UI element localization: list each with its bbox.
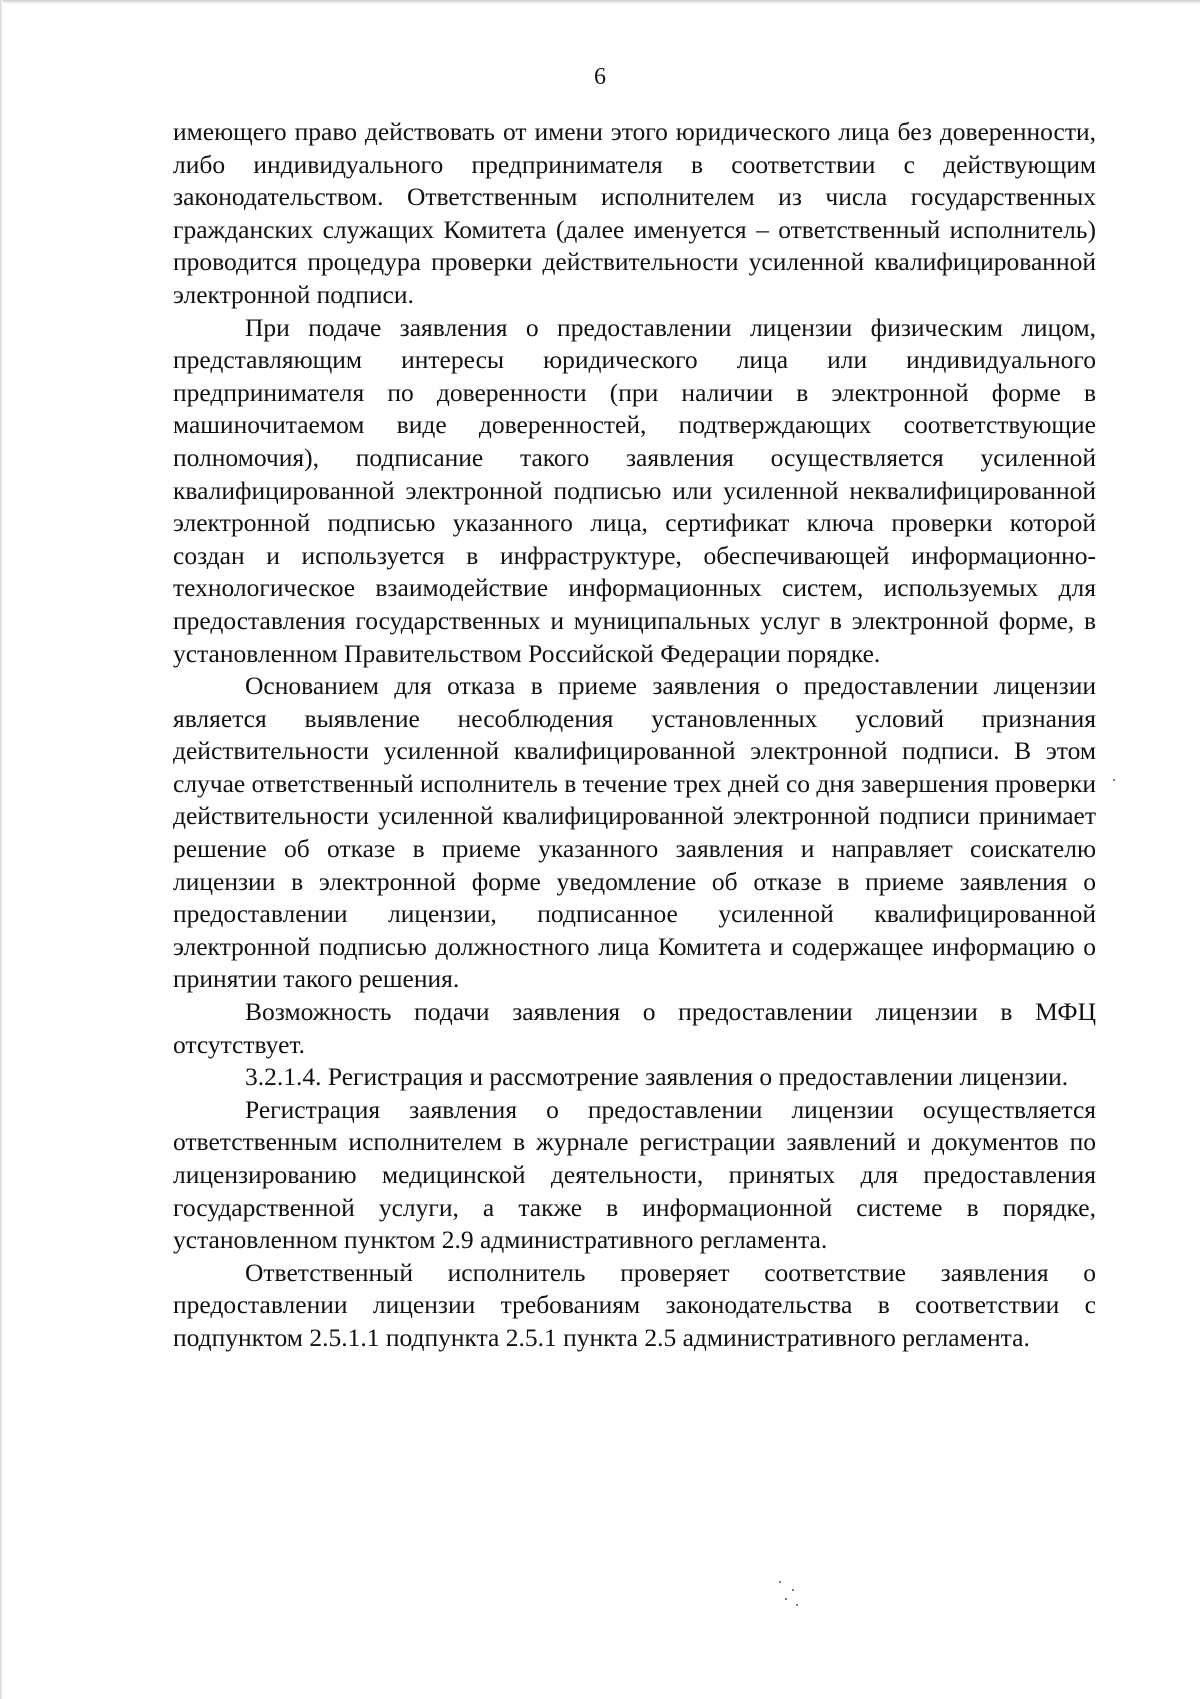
scan-edge-left [0, 0, 3, 1699]
page-number: 6 [594, 64, 606, 90]
paragraph-signature-check: имеющего право действовать от имени этого юридического лица без доверенности, либо индивидуального предпринимателя в соответствии с действующим законодательством. Ответственным исполнителем из числа государственных гражданских служащих Комитета (далее именуется – ответственный исполнитель) проводится процедура проверки действительности усиленной квалифицированной электронной подписи. [173, 117, 1096, 309]
paragraph-compliance-check: Ответственный исполнитель проверяет соответствие заявления о предоставлении лицензии требованиям законодательства в соответствии с подпунктом 2.5.1.1 подпункта 2.5.1 пункта 2.5 административного регламента. [173, 1257, 1096, 1352]
section-heading-3-2-1-4: 3.2.1.4. Регистрация и рассмотрение заявления о предоставлении лицензии. [245, 1062, 1069, 1092]
paragraph-mfc-unavailable: Возможность подачи заявления о предоставлении лицензии в МФЦ отсутствует. [173, 997, 1096, 1059]
document-body [173, 116, 1096, 1355]
paragraph-registration: Регистрация заявления о предоставлении лицензии осуществляется ответственным исполнителем в журнале регистрации заявлений и документов по лицензированию медицинской деятельности, принятых для предоставления государственной услуги, а также в информационной системе в порядке, установленном пунктом 2.9 административного регламента. [173, 1094, 1096, 1255]
scan-speck [796, 1604, 798, 1606]
scan-edge-top [0, 0, 1200, 4]
paragraph-refusal-grounds: Основанием для отказа в приеме заявления о предоставлении лицензии является выявление несоблюдения установленных условий признания действительности усиленной квалифицированной электронной подписи. В этом случае ответственный исполнитель в течение трех дней со дня завершения проверки действительности усиленной квалифицированной электронной подписи принимает решение об отказе в приеме указанного заявления и направляет соискателю лицензии в электронной форме уведомление об отказе в приеме заявления о предоставлении лицензии, подписанное усиленной квалифицированной электронной подписью должностного лица Комитета и содержащее информацию о принятии такого решения. [173, 671, 1096, 994]
scan-speck [1113, 779, 1115, 781]
paragraph-proxy-signing: При подаче заявления о предоставлении лицензии физическим лицом, представляющим интересы юридического лица или индивидуального предпринимателя по доверенности (при наличии в электронной форме в машиночитаемом виде доверенностей, подтверждающих соответствующие полномочия), подписание такого заявления осуществляется усиленной квалифицированной электронной подписью или усиленной неквалифицированной электронной подписью указанного лица, сертификат ключа проверки которой создан и используется в инфраструктуре, обеспечивающей информационно-технологическое взаимодействие информационных систем, используемых для предоставления государственных и муниципальных услуг в электронной форме, в установленном Правительством Российской Федерации порядке. [173, 312, 1096, 668]
scan-speck [779, 1581, 781, 1583]
scan-speck [792, 1589, 794, 1591]
scan-speck [785, 1598, 787, 1600]
